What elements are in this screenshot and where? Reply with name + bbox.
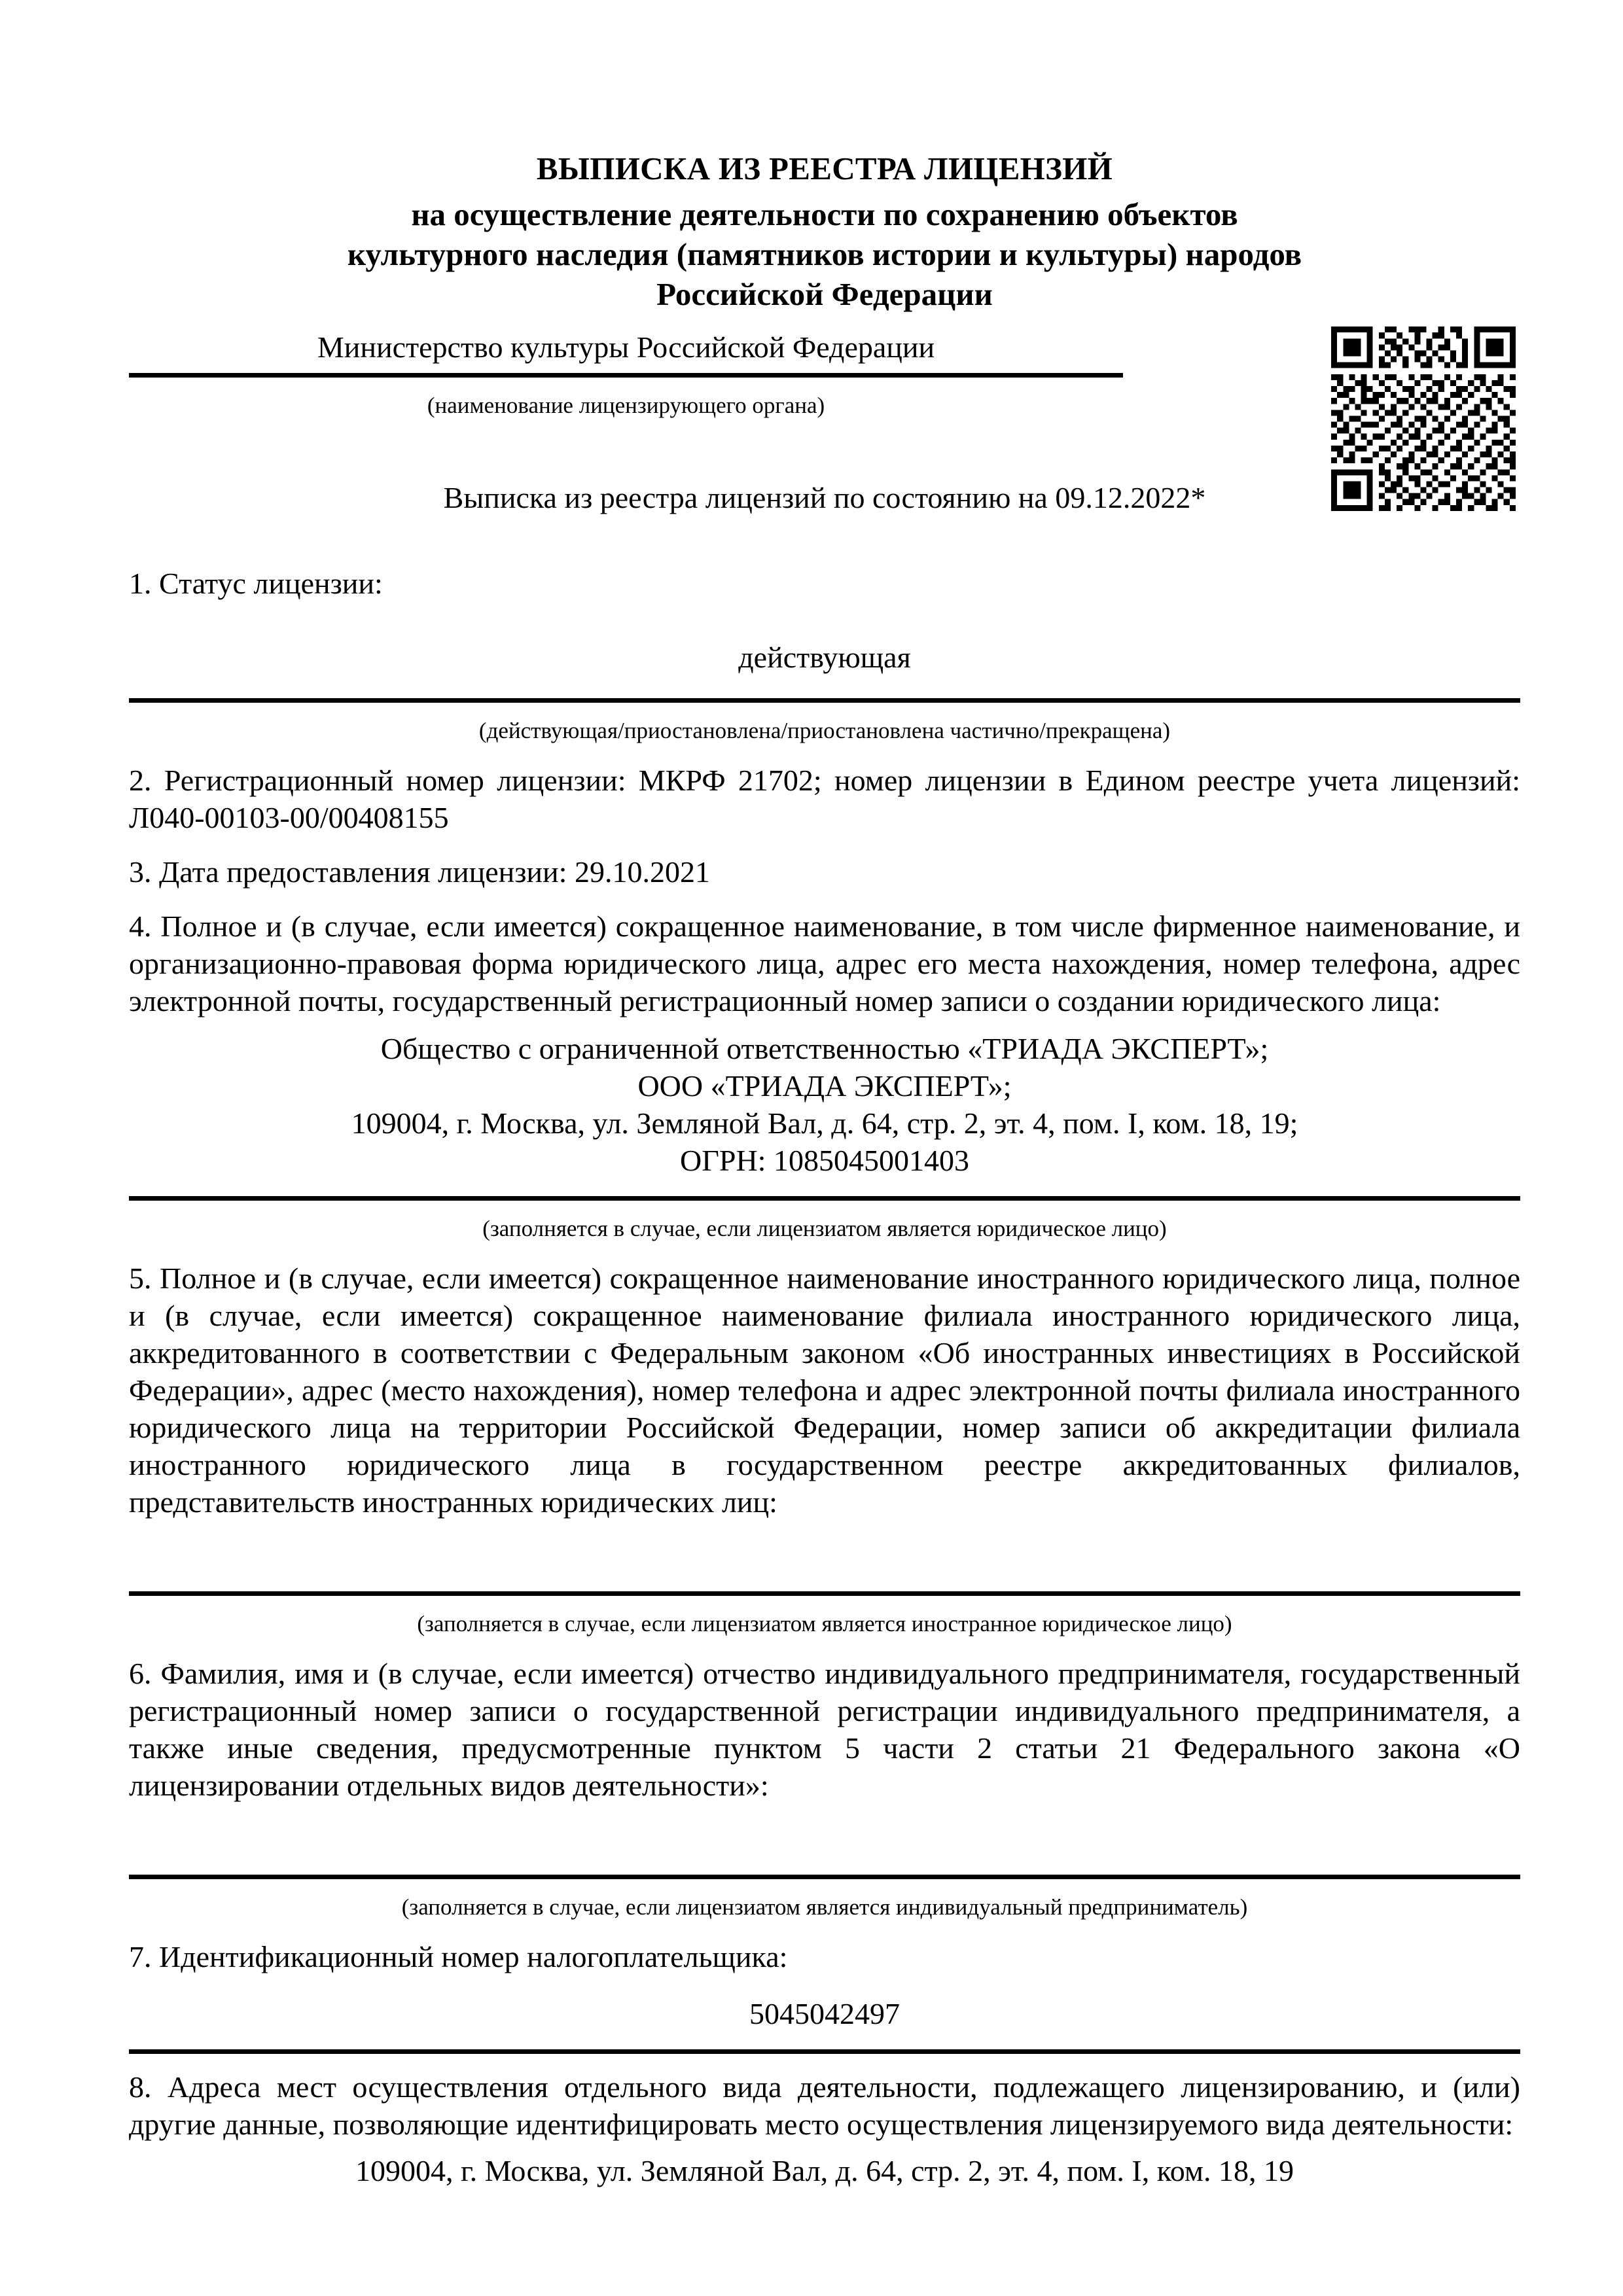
foreign-entity-rule — [129, 1591, 1520, 1596]
individual-entrepreneur-rule — [129, 1875, 1520, 1879]
clause-4-legal-entity-info: 4. Полное и (в случае, если имеется) сокращенное наименование, в том числе фирменное наименование, и организационно-правовая форма юридического лица, адрес его места нахождения, номер телефона, адрес электронной почты, государственный регистрационный номер записи о создании юридического лица: — [129, 910, 1520, 1017]
document-subtitle-line-3: Российской Федерации — [656, 276, 993, 312]
document-subtitle-line-1: на осуществление деятельности по сохранению объектов — [411, 196, 1238, 232]
licensing-authority-block — [129, 330, 1123, 419]
clause-5-foreign-entity-info: 5. Полное и (в случае, если имеется) сокращенное наименование иностранного юридического лица, полное и (в случае, если имеется) сокращенное наименование филиала иностранного юридического лица, аккредитованного в соответствии с Федеральным законом «Об иностранных инвестициях в Российской Федерации», адрес (место нахождения), номер телефона и адрес электронной почты филиала иностранного юридического лица на территории Российской Федерации, номер записи об аккредитации филиала иностранного юридического лица в государственном реестре аккредитованных филиалов, представительств иностранных юридических лиц: — [129, 1262, 1520, 1519]
document-title-line: ВЫПИСКА ИЗ РЕЕСТРА ЛИЦЕНЗИЙ — [536, 150, 1113, 186]
licensee-short-name: ООО «ТРИАДА ЭКСПЕРТ»; — [637, 1069, 1012, 1103]
document-content — [129, 0, 1520, 2189]
authority-caption: (наименование лицензирующего органа) — [427, 393, 825, 418]
spacer — [129, 1975, 1520, 1995]
foreign-entity-caption: (заполняется в случае, если лицензиатом является иностранное юридическое лицо) — [417, 1611, 1232, 1636]
authority-rule — [129, 373, 1123, 378]
as-of-statement: Выписка из реестра лицензий по состоянию на 09.12.2022* — [443, 481, 1206, 514]
license-status-value: действующая — [738, 641, 911, 674]
document-subtitle — [129, 188, 1520, 314]
licensee-ogrn: ОГРН: 1085045001403 — [680, 1144, 969, 1177]
licensing-authority-name: Министерство культуры Российской Федерации — [317, 330, 935, 364]
clause-3-issue-date: 3. Дата предоставления лицензии: 29.10.2021 — [129, 855, 710, 889]
activity-address-value: 109004, г. Москва, ул. Земляной Вал, д. 64, стр. 2, эт. 4, пом. I, ком. 18, 19 — [355, 2154, 1294, 2187]
spacer — [129, 1521, 1520, 1591]
qr-code-icon — [1325, 321, 1522, 517]
clause-2-registration-number: 2. Регистрационный номер лицензии: МКРФ 21702; номер лицензии в Едином реестре учета лицензий: Л040-00103-00/00408155 — [129, 764, 1520, 834]
licensee-address: 109004, г. Москва, ул. Земляной Вал, д. 64, стр. 2, эт. 4, пом. I, ком. 18, 19; — [351, 1106, 1298, 1140]
taxpayer-rule — [129, 2049, 1520, 2054]
clause-1-label: 1. Статус лицензии: — [129, 567, 383, 600]
taxpayer-inn-value: 5045042497 — [749, 1997, 900, 2030]
clause-8-activity-addresses: 8. Адреса мест осуществления отдельного вида деятельности, подлежащего лицензированию, и (или) другие данные, позволяющие идентифицировать место осуществления лицензируемого вида деятельности: — [129, 2070, 1520, 2141]
spacer — [129, 1804, 1520, 1875]
clause-7-taxpayer-label: 7. Идентификационный номер налогоплательщика: — [129, 1940, 788, 1973]
legal-entity-rule — [129, 1196, 1520, 1201]
individual-entrepreneur-caption: (заполняется в случае, если лицензиатом является индивидуальный предприниматель) — [401, 1894, 1248, 1920]
clause-6-individual-entrepreneur-info: 6. Фамилия, имя и (в случае, если имеется) отчество индивидуального предпринимателя, государственный регистрационный номер записи о государственной регистрации индивидуального предпринимателя, а также иные сведения, предусмотренные пунктом 5 части 2 статьи 21 Федерального закона «О лицензировании отдельных видов деятельности»: — [129, 1657, 1520, 1802]
document-title — [129, 0, 1520, 188]
qr-code[interactable] — [1325, 321, 1522, 517]
legal-entity-caption: (заполняется в случае, если лицензиатом является юридическое лицо) — [482, 1216, 1167, 1241]
document-subtitle-line-2: культурного наследия (памятников истории и культуры) народов — [347, 236, 1302, 272]
status-rule — [129, 698, 1520, 703]
licensee-details — [129, 1030, 1520, 1179]
spacer — [129, 602, 1520, 639]
status-caption: (действующая/приостановлена/приостановлена частично/прекращена) — [478, 718, 1171, 743]
licensee-full-name: Общество с ограниченной ответственностью «ТРИАДА ЭКСПЕРТ»; — [380, 1032, 1269, 1065]
